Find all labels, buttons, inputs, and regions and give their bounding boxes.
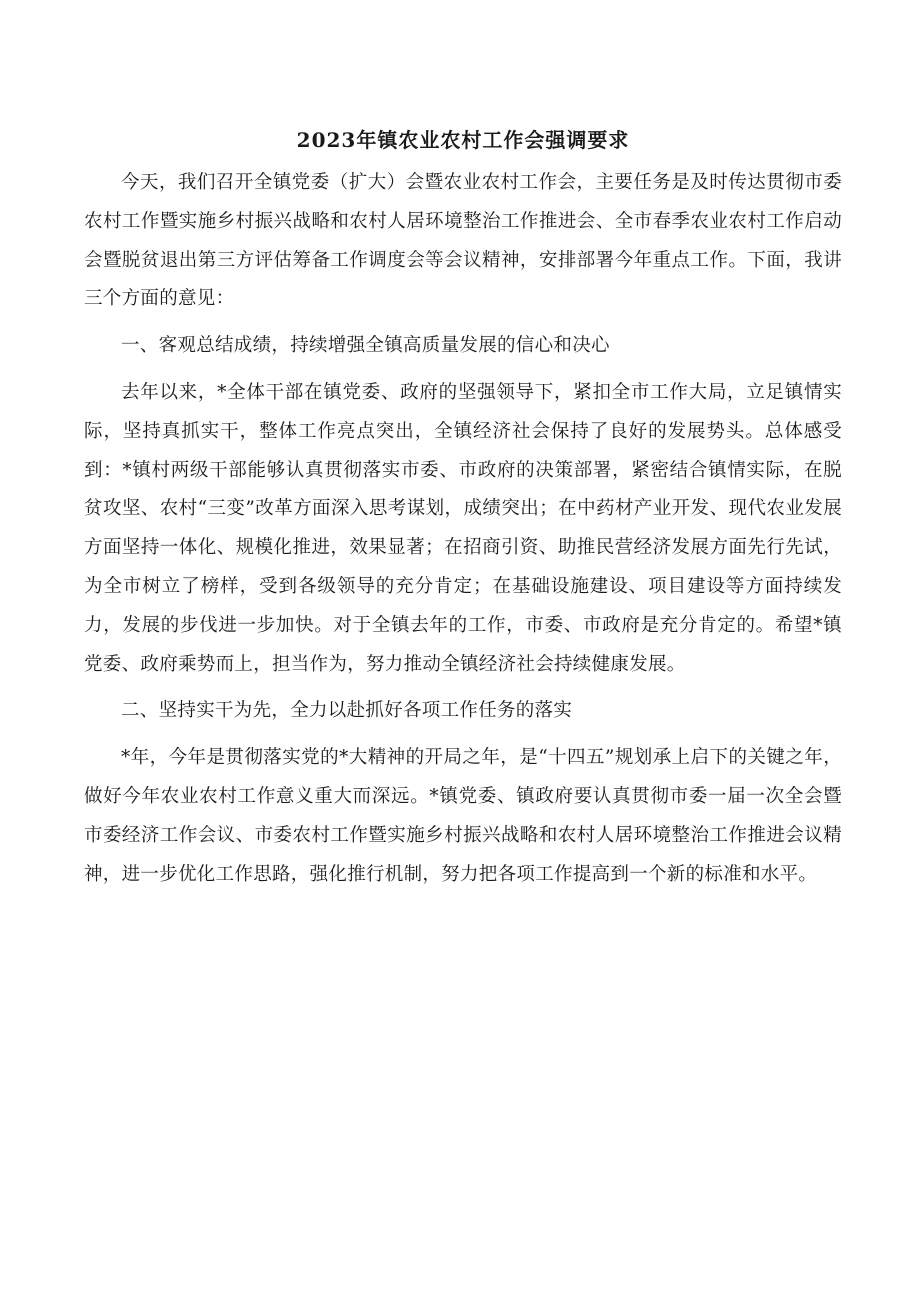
document-title: 2023年镇农业农村工作会强调要求 bbox=[296, 128, 630, 152]
section-1-heading: 一、客观总结成绩，持续增强全镇高质量发展的信心和决心 bbox=[121, 335, 610, 357]
section-2-paragraph: *年，今年是贯彻落实党的*大精神的开局之年，是“十四五”规划承上启下的关键之年，做好今年农业农村工作意义重大而深远。*镇党委、镇政府要认真贯彻市委一届一次全会暨市委经济工作会议、市委农村工作暨实施乡村振兴战略和农村人居环境整治工作推进会议精神，进一步优化工作思路，强化推行机制，努力把各项工作提高到一个新的标准和水平。 bbox=[84, 747, 842, 885]
section-2-heading: 二、坚持实干为先，全力以赴抓好各项工作任务的落实 bbox=[121, 700, 573, 722]
intro-paragraph: 今天，我们召开全镇党委（扩大）会暨农业农村工作会，主要任务是及时传达贯彻市委农村工作暨实施乡村振兴战略和农村人居环境整治工作推进会、全市春季农业农村工作启动会暨脱贫退出第三方评估筹备工作调度会等会议精神，安排部署今年重点工作。下面，我讲三个方面的意见： bbox=[84, 172, 842, 310]
document-page bbox=[84, 118, 842, 902]
section-1-paragraph: 去年以来，*全体干部在镇党委、政府的坚强领导下，紧扣全市工作大局，立足镇情实际，坚持真抓实干，整体工作亮点突出，全镇经济社会保持了良好的发展势头。总体感受到：*镇村两级干部能够认真贯彻落实市委、市政府的决策部署，紧密结合镇情实际，在脱贫攻坚、农村“三变”改革方面深入思考谋划，成绩突出；在中药材产业开发、现代农业发展方面坚持一体化、规模化推进，效果显著；在招商引资、助推民营经济发展方面先行先试，为全市树立了榜样，受到各级领导的充分肯定；在基础设施建设、项目建设等方面持续发力，发展的步伐进一步加快。对于全镇去年的工作，市委、市政府是充分肯定的。希望*镇党委、政府乘势而上，担当作为，努力推动全镇经济社会持续健康发展。 bbox=[84, 381, 842, 675]
